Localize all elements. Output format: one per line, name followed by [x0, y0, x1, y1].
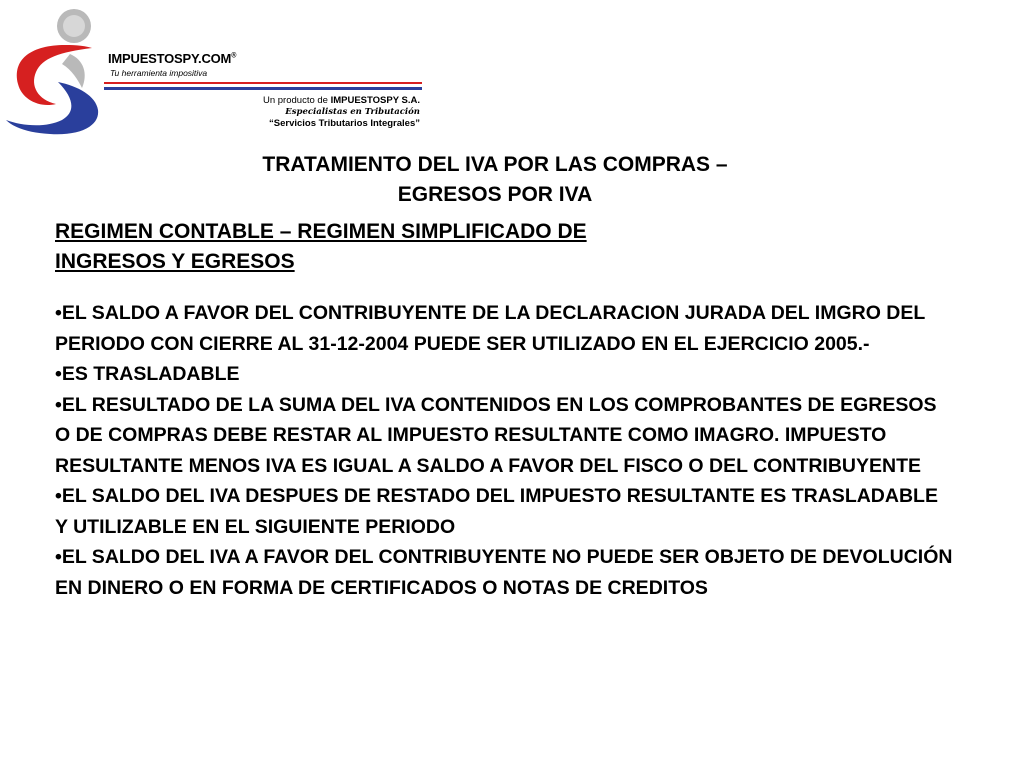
bullet-list: [55, 298, 955, 603]
title-line-2: EGRESOS POR IVA: [397, 183, 593, 206]
subtitle-line-2: INGRESOS Y EGRESOS: [55, 250, 295, 273]
bullet-item: •EL SALDO DEL IVA A FAVOR DEL CONTRIBUYENTE NO PUEDE SER OBJETO DE DEVOLUCIÓN EN DINERO O EN FORMA DE CERTIFICADOS O NOTAS DE CREDITOS: [55, 546, 953, 599]
blue-stripe: [104, 87, 422, 90]
page-title: [150, 150, 840, 210]
brand-tagline: Tu herramienta impositiva: [110, 68, 208, 78]
company-logo: [0, 0, 440, 145]
subtitle-line-1: REGIMEN CONTABLE – REGIMEN SIMPLIFICADO DE: [55, 220, 587, 243]
page-subtitle: [55, 217, 815, 277]
product-line: Un producto de IMPUESTOSPY S.A.: [262, 95, 420, 106]
bullet-item: •ES TRASLADABLE: [55, 363, 240, 385]
swoosh-figure-icon: [0, 0, 110, 145]
bullet-item: •EL SALDO DEL IVA DESPUES DE RESTADO DEL IMPUESTO RESULTANTE ES TRASLADABLE Y UTILIZABLE EN EL SIGUIENTE PERIODO: [55, 485, 938, 538]
red-stripe: [104, 82, 422, 84]
bullet-item: •EL SALDO A FAVOR DEL CONTRIBUYENTE DE LA DECLARACION JURADA DEL IMGRO DEL PERIODO CON CIERRE AL 31-12-2004 PUEDE SER UTILIZADO EN EL EJERCICIO 2005.-: [55, 302, 925, 355]
bullet-item: •EL RESULTADO DE LA SUMA DEL IVA CONTENIDOS EN LOS COMPROBANTES DE EGRESOS O DE COMPRAS DEBE RESTAR AL IMPUESTO RESULTANTE COMO IMAGRO. IMPUESTO RESULTANTE MENOS IVA ES IGUAL A SALDO A FAVOR DEL FISCO O DEL CONTRIBUYENTE: [55, 393, 937, 477]
services-line: “Servicios Tributarios Integrales”: [269, 118, 420, 129]
brand-name: IMPUESTOSPY.COM®: [108, 51, 237, 66]
title-line-1: TRATAMIENTO DEL IVA POR LAS COMPRAS –: [262, 153, 728, 176]
specialists-line: Especialistas en Tributación: [285, 107, 420, 117]
